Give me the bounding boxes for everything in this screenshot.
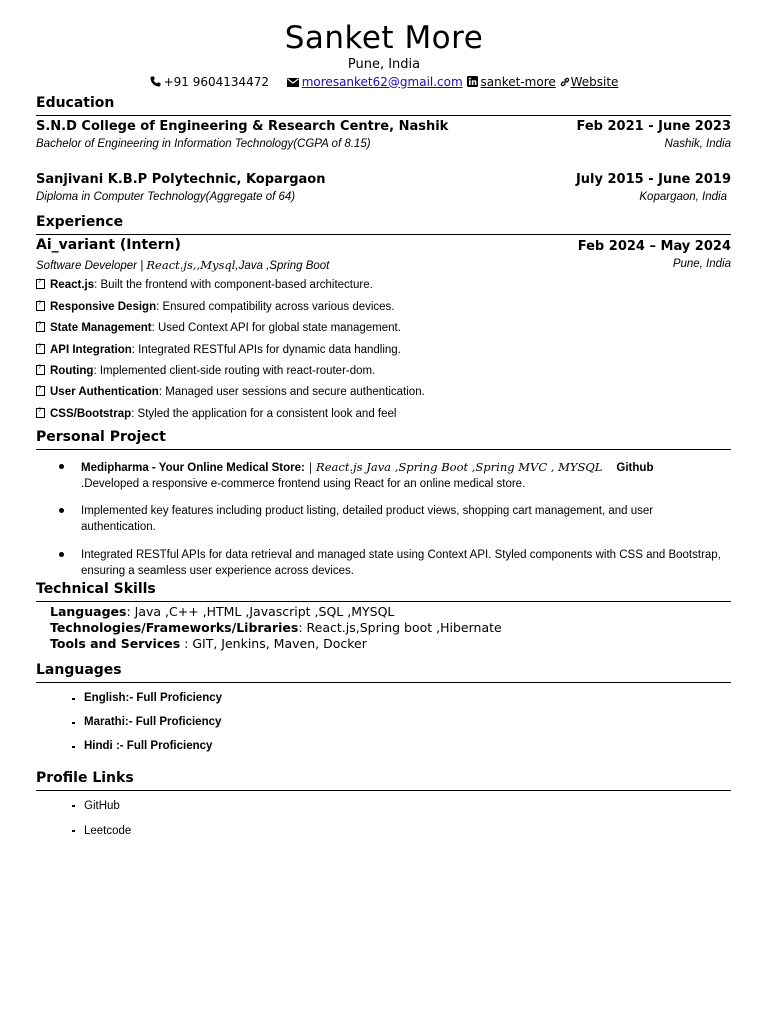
experience-bullet	[36, 279, 373, 291]
phone-number: +91 9604134472	[163, 74, 270, 89]
project-description: .Developed a responsive e-commerce frontend using React for an online medical store.	[81, 478, 526, 490]
bullet-text: : Used Context API for global state management.	[151, 322, 401, 334]
phone-item	[150, 74, 270, 89]
bullet-text: : Implemented client-side routing with react-router-dom.	[93, 365, 376, 377]
bullet-tick	[72, 805, 75, 807]
section-divider	[36, 234, 731, 235]
section-title-education: Education	[36, 95, 115, 111]
bullet-glyph-icon	[36, 408, 45, 418]
email-link[interactable]: moresanket62@gmail.com	[301, 74, 463, 89]
profile-link-github[interactable]: GitHub	[84, 800, 120, 812]
skill-row	[50, 604, 394, 619]
bullet-dot	[59, 508, 64, 513]
skill-value: : GIT, Jenkins, Maven, Docker	[180, 636, 367, 651]
envelope-icon	[287, 78, 299, 87]
experience-role	[36, 258, 329, 272]
linkedin-item[interactable]	[467, 74, 556, 89]
section-divider	[36, 449, 731, 450]
education-place: Kopargaon, India	[639, 191, 727, 203]
bullet-glyph-icon	[36, 301, 45, 311]
link-icon	[560, 77, 570, 87]
project-title: Medipharma - Your Online Medical Store:	[81, 462, 305, 474]
section-title-links: Profile Links	[36, 770, 134, 786]
experience-company: Ai_variant (Intern)	[36, 237, 181, 253]
education-degree: Diploma in Computer Technology(Aggregate of 64)	[36, 191, 296, 203]
project-tech: | React.js Java ,Spring Boot ,Spring MVC , MYSQL	[304, 460, 603, 474]
bullet-glyph-icon	[36, 279, 45, 289]
website-link[interactable]: Website	[570, 74, 619, 89]
bullet-label: User Authentication	[50, 386, 159, 398]
section-divider	[36, 682, 731, 683]
education-dates: Feb 2021 - June 2023	[576, 119, 731, 134]
bullet-tick	[72, 722, 75, 724]
skill-label: Languages	[50, 604, 127, 619]
bullet-label: CSS/Bootstrap	[50, 408, 132, 420]
resume-name: Sanket More	[284, 20, 484, 56]
project-bullet: Implemented key features including product listing, detailed product views, shopping cart management, and user authentication.	[81, 505, 654, 533]
role-tech: React.js,,Mysql	[146, 258, 236, 272]
section-divider	[36, 790, 731, 791]
language-item: English:- Full Proficiency	[84, 692, 223, 704]
bullet-glyph-icon	[36, 344, 45, 354]
website-item[interactable]	[560, 74, 619, 89]
project-bullet: Integrated RESTful APIs for data retrieval and managed state using Context API. Styled components with CSS and Bootstrap, ensuring a seamless user experience across devices.	[81, 549, 721, 577]
bullet-label: State Management	[50, 322, 152, 334]
experience-place: Pune, India	[672, 258, 731, 270]
linkedin-link[interactable]: sanket-more	[480, 74, 556, 89]
section-divider	[36, 601, 731, 602]
section-title-languages: Languages	[36, 662, 122, 678]
location: Pune, India	[347, 57, 421, 72]
education-school: Sanjivani K.B.P Polytechnic, Kopargaon	[36, 172, 326, 187]
bullet-text: : Built the frontend with component-based architecture.	[94, 279, 373, 291]
bullet-tick	[72, 746, 75, 748]
bullet-glyph-icon	[36, 322, 45, 332]
bullet-glyph-icon	[36, 386, 45, 396]
skill-value: : Java ,C++ ,HTML ,Javascript ,SQL ,MYSQL	[126, 604, 395, 619]
role-tech-suffix: ,Java ,Spring Boot	[235, 260, 330, 272]
phone-icon	[150, 76, 161, 87]
bullet-label: API Integration	[50, 344, 132, 356]
bullet-dot	[59, 552, 64, 557]
experience-bullet	[36, 344, 401, 356]
section-divider	[36, 115, 731, 116]
bullet-tick	[72, 698, 75, 700]
experience-bullet	[36, 408, 396, 420]
language-item: Hindi :- Full Proficiency	[84, 740, 213, 752]
experience-dates: Feb 2024 – May 2024	[577, 239, 731, 254]
experience-bullet	[36, 322, 401, 334]
email-item[interactable]	[287, 75, 463, 89]
bullet-tick	[72, 830, 75, 832]
skill-label: Tools and Services	[50, 636, 181, 651]
experience-bullet	[36, 386, 425, 398]
experience-bullet	[36, 301, 395, 313]
section-title-project: Personal Project	[36, 429, 166, 445]
section-title-skills: Technical Skills	[36, 581, 156, 597]
profile-link-leetcode[interactable]: Leetcode	[84, 825, 132, 837]
section-title-experience: Experience	[36, 214, 124, 230]
bullet-label: Responsive Design	[50, 301, 157, 313]
linkedin-icon	[467, 76, 478, 87]
bullet-label: Routing	[50, 365, 94, 377]
education-dates: July 2015 - June 2019	[575, 172, 731, 187]
education-degree: Bachelor of Engineering in Information Technology(CGPA of 8.15)	[36, 138, 371, 150]
experience-bullet	[36, 365, 375, 377]
skill-label: Technologies/Frameworks/Libraries	[50, 620, 299, 635]
language-item: Marathi:- Full Proficiency	[84, 716, 222, 728]
contact-line	[0, 74, 768, 89]
bullet-text: : Ensured compatibility across various devices.	[156, 301, 395, 313]
project-bullet	[81, 459, 721, 492]
bullet-text: : Integrated RESTful APIs for dynamic data handling.	[131, 344, 401, 356]
education-school: S.N.D College of Engineering & Research Centre, Nashik	[36, 119, 449, 134]
skill-row	[50, 636, 367, 651]
skill-value: : React.js,Spring boot ,Hibernate	[298, 620, 502, 635]
role-title: Software Developer |	[36, 260, 147, 272]
bullet-dot	[59, 464, 64, 469]
bullet-label: React.js	[50, 279, 95, 291]
project-github-link[interactable]: Github	[616, 462, 654, 474]
bullet-text: : Managed user sessions and secure authentication.	[158, 386, 425, 398]
education-place: Nashik, India	[664, 138, 731, 150]
bullet-text: : Styled the application for a consistent look and feel	[131, 408, 397, 420]
bullet-glyph-icon	[36, 365, 45, 375]
skill-row	[50, 620, 502, 635]
